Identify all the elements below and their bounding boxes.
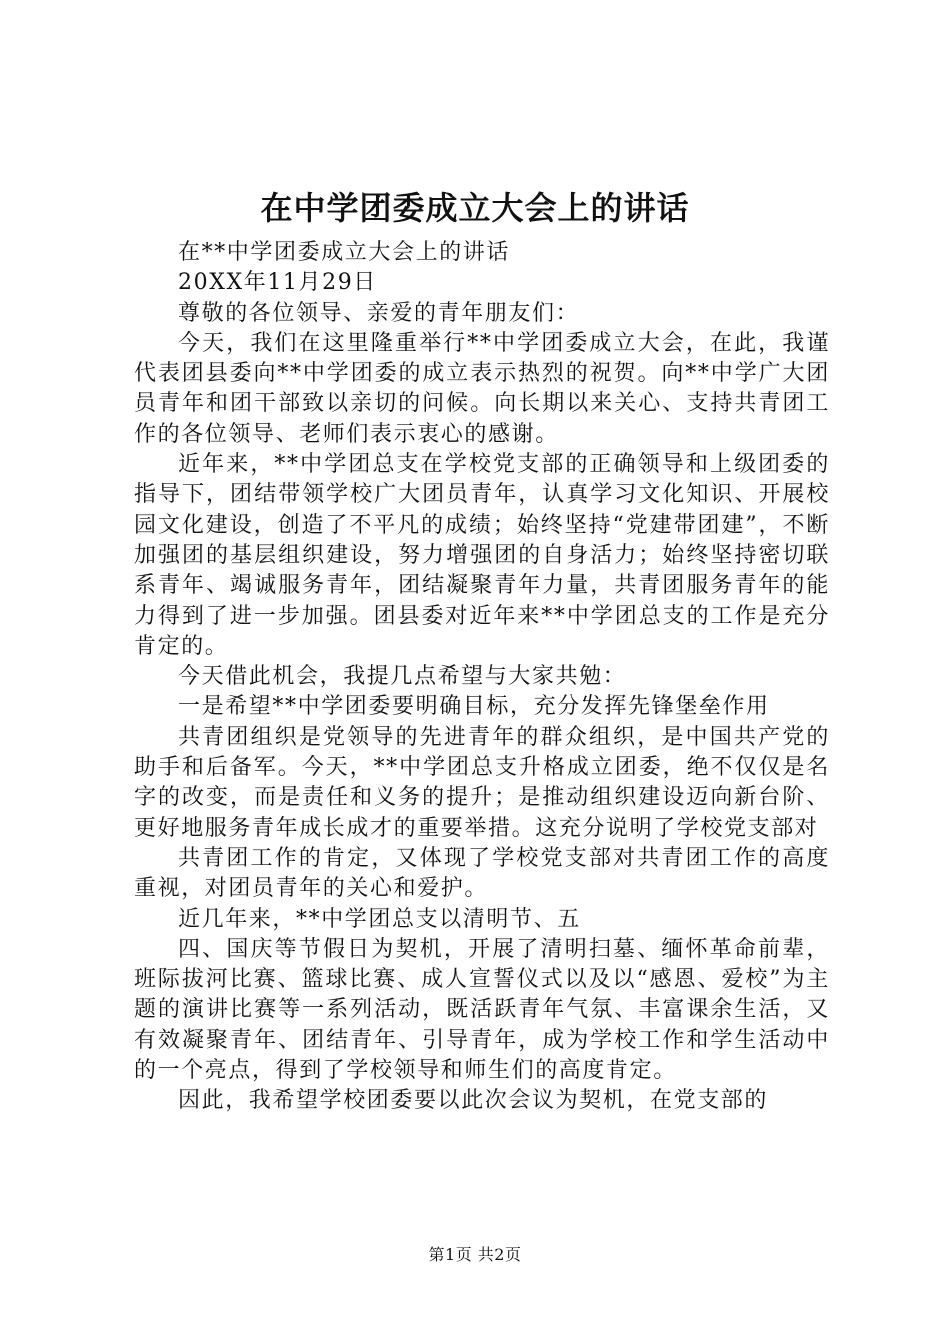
paragraph: 共青团工作的肯定，又体现了学校党支部对共青团工作的高度重视，对团员青年的关心和爱护。 (134, 845, 830, 902)
paragraph: 今天，我们在这里隆重举行**中学团委成立大会，在此，我谨代表团县委向**中学团委的成立表示热烈的祝贺。向**中学广大团员青年和团干部致以亲切的问候。向长期以来关心、支持共青团工作的各位领导、老师们表示衷心的感谢。 (134, 330, 830, 447)
document-title: 在中学团委成立大会上的讲话 (260, 189, 690, 227)
paragraph: 20XX年11月29日 (178, 270, 377, 296)
paragraph: 因此，我希望学校团委要以此次会议为契机，在党支部的 (178, 1088, 769, 1114)
paragraph: 近年来，**中学团总支在学校党支部的正确领导和上级团委的指导下，团结带领学校广大团员青年，认真学习文化知识、开展校园文化建设，创造了不平凡的成绩；始终坚持“党建带团建”，不断加强团的基层组织建设，努力增强团的自身活力；始终坚持密切联系青年、竭诚服务青年，团结凝聚青年力量，共青团服务青年的能力得到了进一步加强。团县委对近年来**中学团总支的工作是充分肯定的。 (134, 452, 830, 659)
page-footer: 第1页 共2页 (428, 1245, 522, 1264)
paragraph: 四、国庆等节假日为契机，开展了清明扫墓、缅怀革命前辈，班际拔河比赛、篮球比赛、成人宣誓仪式以及以“感恩、爱校”为主题的演讲比赛等一系列活动，既活跃青年气氛、丰富课余生活，又有效凝聚青年、团结青年、引导青年，成为学校工作和学生活动中的一个亮点，得到了学校领导和师生们的高度肯定。 (134, 936, 830, 1084)
paragraph: 今天借此机会，我提几点希望与大家共勉： (178, 664, 627, 690)
paragraph: 在**中学团委成立大会上的讲话 (178, 240, 511, 265)
paragraph: 共青团组织是党领导的先进青年的群众组织，是中国共产党的助手和后备军。今天，**中学团总支升格成立团委，绝不仅仅是名字的改变，而是责任和义务的提升；是推动组织建设迈向新台阶、更好地服务青年成长成才的重要举措。这充分说明了学校党支部对 (134, 724, 830, 841)
document-body (134, 238, 830, 1117)
paragraph: 近几年来，**中学团总支以清明节、五 (178, 906, 581, 932)
paragraph: 尊敬的各位领导、亲爱的青年朋友们： (178, 300, 580, 326)
paragraph: 一是希望**中学团委要明确目标，充分发挥先锋堡垒作用 (178, 694, 770, 720)
